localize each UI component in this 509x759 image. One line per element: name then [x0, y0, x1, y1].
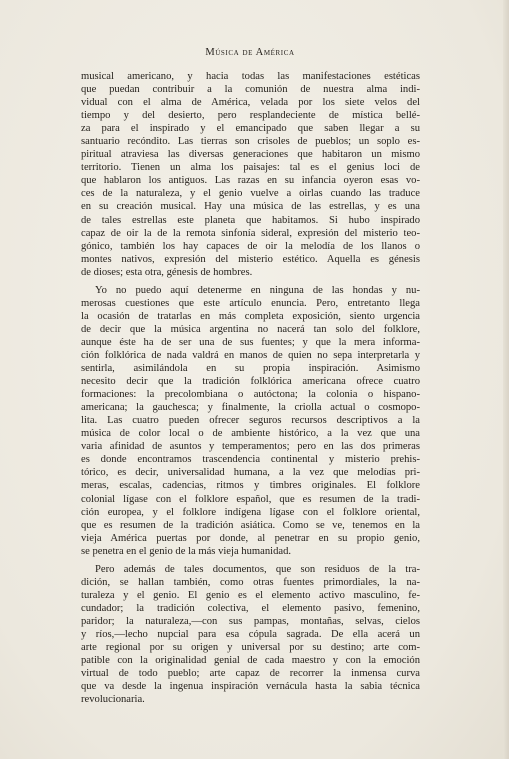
text-line: merosas cuestiones que este artículo enuncia. Pero, entretanto llega: [81, 297, 420, 309]
text-line: cundador; la tradición colectiva, el elemento pasivo, femenino,: [81, 602, 420, 614]
text-line: musical americano, y hacia todas las manifestaciones estéticas: [81, 71, 420, 82]
text-line: ción folklórica de nada valdrá en manos de quien no sepa interpretarla y sentirla, asimilándola en su propia inspiración. Asimismo: [81, 349, 420, 375]
text-line: varia afinidad de asuntos y temperamentos; pero en las dos primeras: [81, 441, 420, 453]
text-line: Yo no puedo aquí detenerme en ninguna de las hondas y nu-: [95, 284, 420, 296]
text-line: revolucionaria.: [81, 694, 145, 706]
paragraph: [81, 284, 420, 558]
text-line: Pero además de tales documentos, que son residuos de la tra-: [95, 563, 420, 575]
text-line: tiempo y del desierto, pero resplandeciente de mística bellé-: [81, 110, 420, 122]
paragraph: [81, 563, 420, 707]
text-line: capaz de oir la de la remota sinfonía sideral, expresión del misterio teo-: [81, 227, 420, 239]
text-line: americana; la gauchesca; y finalmente, la criolla actual o cosmopo-: [81, 402, 420, 414]
page-edge-shadow: [503, 0, 509, 759]
text-line: se penetra en el genio de la más vieja humanidad.: [81, 545, 292, 557]
text-line: gónico, también los hay capaces de oir la melodía de los llanos o: [81, 240, 420, 252]
running-header: Música de América: [205, 47, 295, 58]
text-line: turaleza y el genio. El genio es el elemento activo masculino, fe-: [81, 589, 420, 601]
text-line: vieja América puertas por donde, al penetrar en su propio genio,: [81, 532, 420, 544]
text-line: santuario recóndito. Las tierras son crisoles de pueblos; un soplo es-: [81, 136, 420, 148]
text-line: virtual de todo pueblo; arte capaz de recorrer la inmensa curva: [81, 668, 420, 680]
text-line: que puedan contribuir a la comunión de nuestra alma indi-: [81, 84, 420, 96]
text-line: aunque éste ha de ser una de sus fuentes; y que la mera informa-: [81, 336, 420, 348]
text-line: formaciones: la precolombiana o autóctona; la colonia o hispano-: [81, 389, 420, 401]
text-line: meras, escalas, cadencias, ritmos y timbres originales. El folklore: [81, 480, 420, 492]
text-line: tórico, es decir, universalidad humana, a la vez que melodías pri-: [81, 467, 420, 479]
text-line: piritual atraviesa las diversas generaciones que habitaron un mismo: [81, 149, 420, 161]
text-line: dición, se hallan también, como otras fuentes primordiales, la na-: [81, 576, 420, 588]
text-line: en su creación musical. Hay una música de las estrellas, y es una: [81, 201, 420, 213]
text-line: música de color local o de ambiente histórico, a la vez que una: [81, 428, 420, 440]
text-line: paridor; la naturaleza,—con sus pampas, montañas, selvas, cielos: [81, 615, 420, 627]
paragraph: [81, 70, 420, 279]
text-line: de dioses; esta otra, génesis de hombres.: [81, 266, 253, 278]
text-line: ción europea, y el folklore indígena lígase con el folklore oriental,: [81, 506, 420, 518]
text-line: que es resumen de la tradición asiática. Como se ve, tenemos en la: [81, 519, 420, 531]
text-line: la ocasión de tratarlas en más completa exposición, siento urgencia: [81, 310, 420, 322]
text-line: y ríos,—lecho nupcial para esa cópula sagrada. De ella acerá un: [81, 628, 420, 640]
text-line: necesito decir que la tradición folklórica americana ofrece cuatro: [81, 376, 420, 388]
text-line: za para el inspirado y el emancipado que saben llegar a su: [81, 123, 420, 135]
text-line: patible con la originalidad genial de cada maestro y con la emoción: [81, 655, 420, 667]
text-line: de decir que la música argentina no nacerá tan solo del folklore,: [81, 323, 420, 335]
text-line: arte regional por su origen y universal por su destino; arte com-: [81, 642, 420, 654]
text-line: que va desde la ingenua inspiración vernácula hasta la sabia técnica: [81, 681, 420, 693]
text-line: colonial lígase con el folklore español, que es resumen de la tradi-: [81, 493, 420, 505]
body-text: [81, 70, 420, 706]
text-line: es donde encontramos trascendencia continental y misterio prehis-: [81, 454, 420, 466]
text-line: ces de la naturaleza, y el genio vuelve a oirlas cuando las traduce: [81, 188, 420, 200]
text-line: lita. Las cuatro pueden ofrecer seguros recursos descriptivos a la: [81, 415, 420, 427]
text-line: que hablaron los antiguos. Las razas en su infancia oyeron esas vo-: [81, 175, 420, 187]
text-line: montes nativos, expresión del misterio estético. Aquella es génesis: [81, 253, 420, 265]
text-line: de tales estrellas este planeta que habitamos. Si hubo inspirado: [81, 214, 420, 226]
text-line: territorio. Tienen un alma los paisajes: tal es el genius loci de: [81, 162, 420, 174]
text-line: vidual con el alma de América, velada por los siete velos del: [81, 97, 420, 109]
